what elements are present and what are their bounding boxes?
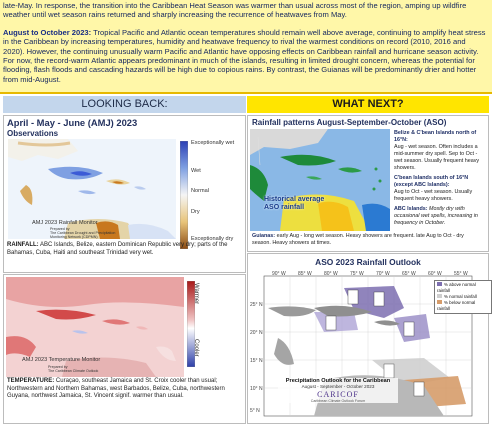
caricof-logo-sub: Caribbean Climate Outlook Forum — [310, 399, 366, 403]
aso-title: Rainfall patterns August-September-October (ASO) — [252, 118, 447, 127]
lon-tick-3: 80° W — [324, 271, 338, 277]
aso-season-notes — [394, 130, 486, 230]
top-summary — [0, 0, 492, 94]
note-south-16-text: Aug to Oct - wet season. Usually frequent heavy showers. — [394, 189, 473, 202]
lat-tick-4: 10° N — [250, 386, 263, 392]
note-north-16-text: Aug - wet season. Often includes a mid-summer dry spell. Sep to Oct - wet season. Usually frequent heavy showers. — [394, 144, 480, 171]
outlook-legend-below: % below normal rainfall — [437, 300, 476, 311]
summary-para-2-text: Tropical Pacific and Atlantic ocean temperatures should remain well above average, continuing to amplify heat stress in the Caribbean by increasing temperatures, humidity and heatwave frequency to rival the warmest conditions on record (2010, 2016 and 2020). However, the continuing unusually warm Pacific and Atlantic have opposing effects on Caribbean rainfall and hurricane season activity. For now, the record-warm Atlantic appears predominant in much of the islands, resulting in limited drought concern, whereas the potential for flooding, flash floods and cascading hazards will be high due to copious rains. By contrast, the Guianas will be predominantly drier and hotter from mid-August. — [3, 27, 486, 84]
amj-title: April - May - June (AMJ) 2023 — [7, 117, 138, 128]
note-abc-text: Mostly dry with occasional wet spells, increasing in frequency in October. — [394, 206, 478, 226]
rainfall-colorbar — [180, 141, 188, 249]
legend-exceptionally-dry: Exceptionally dry — [191, 236, 234, 242]
temperature-monitor-credit: Prepared by The Caribbean Climate Outlook — [48, 365, 99, 374]
lat-tick-5: 5° N — [250, 408, 260, 414]
note-south-16-head: C'bean Islands south of 16°N (except ABC Islands): — [394, 175, 469, 188]
lon-tick-8: 55° W — [454, 271, 468, 277]
what-next-header: WHAT NEXT? — [247, 96, 489, 113]
summary-lead: August to October 2023: — [3, 27, 92, 37]
looking-back-header: LOOKING BACK: — [3, 96, 246, 113]
lon-tick-6: 65° W — [402, 271, 416, 277]
aso-outlook-box — [247, 253, 489, 424]
aso-patterns-box — [247, 115, 489, 252]
caricof-logo: CARICOF — [317, 390, 359, 399]
legend-dry: Dry — [191, 209, 200, 215]
lat-tick-1: 25° N — [250, 302, 263, 308]
summary-para-2 — [0, 28, 492, 84]
outlook-legend-normal: % normal rainfall — [437, 294, 489, 300]
temperature-monitor-caption: AMJ 2023 Temperature Monitor — [22, 357, 101, 363]
rainfall-monitor-caption: AMJ 2023 Rainfall Monitor — [32, 220, 98, 226]
note-north-16-head: Belize & C'bean Islands north of 16°N: — [394, 130, 477, 143]
rainfall-monitor-credit: Prepared by The Caribbean Drought and Precipitation Monitoring Network (CDPMN) — [50, 227, 116, 240]
temperature-note-label: TEMPERATURE: — [7, 378, 55, 384]
temperature-monitor-box — [3, 274, 246, 424]
lon-tick-7: 60° W — [428, 271, 442, 277]
legend-exceptionally-wet: Exceptionally wet — [191, 140, 235, 146]
outlook-caption: Precipitation Outlook for the Caribbean — [285, 378, 391, 384]
looking-back-column — [3, 96, 246, 423]
legend-warmer: Warmer — [193, 283, 199, 305]
note-north-16 — [394, 130, 486, 172]
rainfall-note-label: RAINFALL: — [7, 242, 39, 248]
outlook-legend-above: % above normal rainfall — [437, 282, 476, 293]
temperature-note-text: Curaçao, southeast Jamaica and St. Croix cooler than usual; Northwestern and Northern Bahamas, west Barbados, Belize, Cuba, northwestern Guyana, northwest Jamaica, St. Vincent signif. warmer than usual. — [7, 378, 225, 400]
lon-tick-2: 85° W — [298, 271, 312, 277]
outlook-caption-block — [278, 378, 398, 403]
aso-climatology-map — [250, 129, 390, 231]
summary-para-1: late-May. In response, the transition into the Caribbean Heat Season was warmer than usual across most of the region, amping up wildfire weather until wet season rains returned and sharply increasing the recurrence of heatwaves from May. — [3, 1, 467, 20]
historical-average-label: Historical average ASO rainfall — [264, 196, 325, 211]
lon-tick-5: 70° W — [376, 271, 390, 277]
guianas-note — [252, 233, 484, 247]
guianas-label: Guianas: — [252, 233, 276, 239]
outlook-title: ASO 2023 Rainfall Outlook — [315, 257, 421, 267]
note-south-16 — [394, 175, 486, 203]
guianas-text: early Aug - long wet season. Heavy showers are frequent. late Aug to Oct - dry season. Heavy showers at times. — [252, 233, 464, 246]
amj-subtitle: Observations — [7, 129, 59, 138]
lat-tick-2: 20° N — [250, 330, 263, 336]
lon-tick-1: 90° W — [272, 271, 286, 277]
outlook-legend — [434, 280, 492, 314]
rainfall-monitor-box — [3, 115, 246, 273]
legend-wet: Wet — [191, 168, 201, 174]
note-abc — [394, 206, 486, 227]
legend-cooler: Cooler — [193, 339, 199, 357]
lon-tick-4: 75° W — [350, 271, 364, 277]
rainfall-note — [7, 242, 243, 257]
what-next-column — [247, 96, 489, 423]
rainfall-note-text: ABC Islands, Belize, eastern Dominican Republic very dry; parts of the Bahamas, Cuba, Haiti and southeast Trinidad very wet. — [7, 242, 228, 256]
legend-normal: Normal — [191, 188, 210, 194]
temperature-note — [7, 378, 243, 401]
outlook-period: August - September - October 2023 — [301, 384, 375, 389]
note-abc-head: ABC Islands: — [394, 206, 428, 212]
lat-tick-3: 15° N — [250, 358, 263, 364]
